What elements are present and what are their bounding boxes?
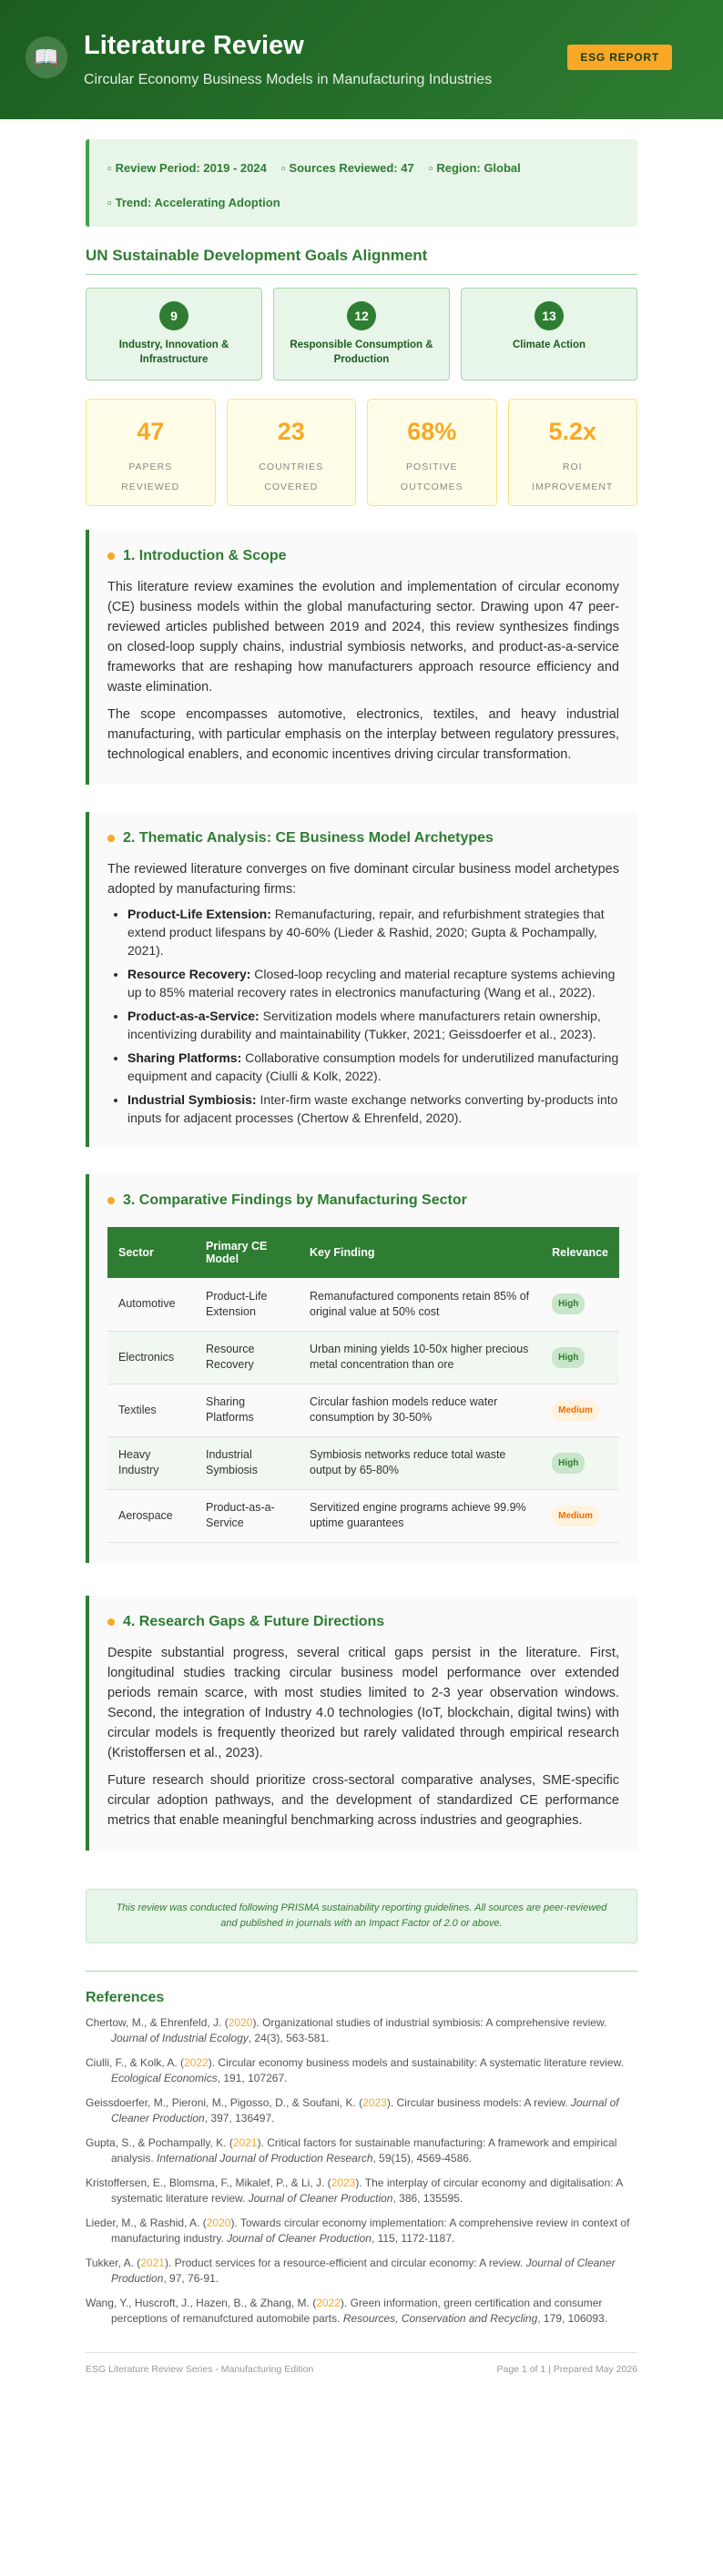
book-icon: 📖 <box>25 36 67 78</box>
column-header: Key Finding <box>310 1246 375 1259</box>
meta-review-period: ▫ Review Period: 2019 - 2024 <box>107 160 267 175</box>
reference-item: Lieder, M., & Rashid, A. (2020). Towards circular economy implementation: A comprehensive review in context of manufacturing industry. Journal of Cleaner Production, 115, 1172-1187. <box>86 2216 630 2245</box>
paragraph: Despite substantial progress, several critical gaps persist in the literature. First, longitudinal studies tracking circular business model performance over extended periods remain scarce, with most studies limited to 2-3 year observation windows. Second, the integration of Industry 4.0 technologies (IoT, blockchain, digital twins) with circular models is frequently theorized but rarely validated through empirical research (Kristoffersen et al., 2023). <box>107 1645 619 1760</box>
cell-finding: Servitized engine programs achieve 99.9% uptime guarantees <box>299 1489 541 1542</box>
cell-finding: Symbiosis networks reduce total waste output by 65-80% <box>299 1436 541 1489</box>
relevance-badge: High <box>552 1453 585 1474</box>
section-research-gaps <box>86 1596 637 1851</box>
bullet-dot-icon <box>107 553 115 560</box>
methodology-note: This review was conducted following PRISMA sustainability reporting guidelines. All sources are peer-reviewed and published in journals with an Impact Factor of 2.0 or above. <box>86 1889 637 1943</box>
section-heading: 2. Thematic Analysis: CE Business Model Archetypes <box>107 830 619 847</box>
sdg-cards <box>86 288 637 380</box>
relevance-badge: Medium <box>552 1506 599 1526</box>
archetype-list <box>107 905 619 1127</box>
cell-relevance <box>541 1489 619 1542</box>
references-title: References <box>86 1971 637 2006</box>
stat-card <box>367 399 497 506</box>
bullet-dot-icon <box>107 1618 115 1626</box>
reference-item: Gupta, S., & Pochampally, K. (2021). Critical factors for sustainable manufacturing: A framework and empirical analysis. International Journal of Production Research, 59(15), 4569-4586. <box>86 2135 617 2165</box>
stat-value: 68% <box>407 418 457 445</box>
section-heading: 3. Comparative Findings by Manufacturing Sector <box>107 1192 619 1209</box>
table-row <box>107 1278 619 1331</box>
globe-icon: ▫ <box>428 160 433 175</box>
report-header <box>0 0 723 119</box>
footer-series: ESG Literature Review Series - Manufacturing Edition <box>86 2363 314 2375</box>
reference-item: Chertow, M., & Ehrenfeld, J. (2020). Organizational studies of industrial symbiosis: A comprehensive review. Journal of Industrial Ecology, 24(3), 563-581. <box>86 2015 607 2044</box>
list-item: • Sharing Platforms: Collaborative consumption models for underutilized manufacturing equipment and capacity (Ciulli & Kolk, 2022). <box>127 1049 619 1085</box>
column-header: Sector <box>118 1246 154 1259</box>
bullet-dot-icon <box>107 1197 115 1204</box>
stats-row <box>86 399 637 506</box>
list-item: • Product-Life Extension: Remanufacturing, repair, and refurbishment strategies that extend product lifespans by 40-60% (Lieder & Rashid, 2020; Gupta & Pochampally, 2021). <box>127 905 619 959</box>
paragraph: This literature review examines the evolution and implementation of circular economy (CE) business models within the global manufacturing sector. Drawing upon 47 peer-reviewed articles published between 2019 and 2024, this review synthesizes findings on closed-loop supply chains, industrial symbiosis networks, and product-as-a-service frameworks that are reshaping how manufacturers approach resource efficiency and waste elimination. <box>107 580 619 695</box>
references-list <box>86 2015 637 2327</box>
cell-model: Product-Life Extension <box>195 1278 299 1331</box>
relevance-badge: High <box>552 1293 585 1314</box>
stat-label: COUNTRIES COVERED <box>259 461 324 492</box>
table-row <box>107 1489 619 1542</box>
footer-page-info: Page 1 of 1 | Prepared May 2026 <box>496 2363 637 2375</box>
findings-table <box>107 1227 619 1543</box>
sdg-card <box>86 288 262 380</box>
cell-relevance <box>541 1331 619 1384</box>
meta-sources: ▫ Sources Reviewed: 47 <box>280 160 414 175</box>
section-heading: 4. Research Gaps & Future Directions <box>107 1614 619 1630</box>
cell-relevance <box>541 1278 619 1331</box>
cell-model: Resource Recovery <box>195 1331 299 1384</box>
sdg-label: Industry, Innovation & Infrastructure <box>118 340 229 365</box>
stat-label: POSITIVE OUTCOMES <box>400 461 463 492</box>
list-item: • Product-as-a-Service: Servitization models where manufacturers retain ownership, incentivizing durability and maintainability (Tukker, 2021; Geissdoerfer et al., 2023). <box>127 1007 619 1043</box>
stat-value: 23 <box>277 418 305 445</box>
paragraph: The scope encompasses automotive, electronics, textiles, and heavy industrial manufacturing, with particular emphasis on the interplay between regulatory pressures, technological enablers, and economic incentives driving circular transformation. <box>107 707 619 762</box>
stat-value: 47 <box>137 418 165 445</box>
sdg-number: 12 <box>347 301 376 330</box>
stat-card <box>86 399 216 506</box>
meta-region: ▫ Region: Global <box>428 160 521 175</box>
column-header: Relevance <box>552 1246 608 1259</box>
review-meta-box <box>86 139 637 227</box>
section-thematic-analysis <box>86 812 637 1147</box>
section-introduction <box>86 530 637 785</box>
section-comparative-findings <box>86 1174 637 1563</box>
cell-finding: Circular fashion models reduce water consumption by 30-50% <box>299 1384 541 1436</box>
sdg-label: Climate Action <box>512 340 586 350</box>
sdg-section-title: UN Sustainable Development Goals Alignment <box>86 247 637 275</box>
cell-model: Industrial Symbiosis <box>195 1436 299 1489</box>
stat-label: PAPERS REVIEWED <box>121 461 180 492</box>
section-heading: 1. Introduction & Scope <box>107 548 619 564</box>
column-header: Primary CE Model <box>206 1240 268 1265</box>
esg-report-badge: ESG REPORT <box>567 45 672 70</box>
relevance-badge: High <box>552 1347 585 1368</box>
stat-label: ROI IMPROVEMENT <box>532 461 614 492</box>
stat-card <box>508 399 638 506</box>
cell-finding: Remanufactured components retain 85% of original value at 50% cost <box>299 1278 541 1331</box>
table-row <box>107 1384 619 1436</box>
cell-relevance <box>541 1436 619 1489</box>
report-title: Literature Review <box>84 31 304 60</box>
sdg-card <box>273 288 450 380</box>
reference-item: Wang, Y., Huscroft, J., Hazen, B., & Zhang, M. (2022). Green information, green certification and consumer perceptions of remanufctured automobile parts. Resources, Conservation and Recycling, 179, 106093. <box>86 2296 607 2325</box>
paragraph: Future research should prioritize cross-sectoral comparative analyses, SME-specific circular adoption pathways, and the development of standardized CE performance metrics that enable meaningful benchmarking across industries and geographies. <box>107 1772 619 1828</box>
cell-finding: Urban mining yields 10-50x higher precious metal concentration than ore <box>299 1331 541 1384</box>
sdg-number: 13 <box>535 301 564 330</box>
relevance-badge: Medium <box>552 1400 599 1421</box>
cell-model: Product-as-a-Service <box>195 1489 299 1542</box>
cell-relevance <box>541 1384 619 1436</box>
sdg-label: Responsible Consumption & Production <box>290 340 433 365</box>
cell-sector: Electronics <box>107 1331 195 1384</box>
trend-icon: ▫ <box>107 195 112 209</box>
reference-item: Kristoffersen, E., Blomsma, F., Mikalef, P., & Li, J. (2023). The interplay of circular economy and digitalisation: A systematic literature review. Journal of Cleaner Production, 386, 135595. <box>86 2175 623 2205</box>
reference-item: Ciulli, F., & Kolk, A. (2022). Circular economy business models and sustainability: A systematic literature review. Ecological Economics, 191, 107267. <box>86 2055 624 2084</box>
cell-sector: Heavy Industry <box>107 1436 195 1489</box>
cell-model: Sharing Platforms <box>195 1384 299 1436</box>
report-subtitle: Circular Economy Business Models in Manufacturing Industries <box>84 72 493 87</box>
cell-sector: Textiles <box>107 1384 195 1436</box>
calendar-icon: ▫ <box>107 160 112 175</box>
sdg-card <box>461 288 637 380</box>
reference-item: Geissdoerfer, M., Pieroni, M., Pigosso, D., & Soufani, K. (2023). Circular business models: A review. Journal of Cleaner Production, 397, 136497. <box>86 2095 619 2125</box>
cell-sector: Aerospace <box>107 1489 195 1542</box>
list-item: • Industrial Symbiosis: Inter-firm waste exchange networks converting by-products into inputs for adjacent processes (Chertow & Ehrenfeld, 2020). <box>127 1090 619 1127</box>
sdg-number: 9 <box>159 301 188 330</box>
cell-sector: Automotive <box>107 1278 195 1331</box>
page-footer <box>86 2352 637 2388</box>
reference-item: Tukker, A. (2021). Product services for a resource-efficient and circular economy: A review. Journal of Cleaner Production, 97, 76-91. <box>86 2256 616 2285</box>
bullet-dot-icon <box>107 835 115 842</box>
table-row <box>107 1331 619 1384</box>
paragraph: The reviewed literature converges on five dominant circular business model archetypes adopted by manufacturing firms: <box>107 862 619 897</box>
list-item: • Resource Recovery: Closed-loop recycling and material recapture systems achieving up to 85% material recovery rates in electronics manufacturing (Wang et al., 2022). <box>127 965 619 1001</box>
meta-trend: ▫ Trend: Accelerating Adoption <box>107 195 280 209</box>
stat-value: 5.2x <box>548 418 597 445</box>
table-header-row <box>107 1227 619 1278</box>
document-icon: ▫ <box>280 160 286 175</box>
table-row <box>107 1436 619 1489</box>
stat-card <box>227 399 357 506</box>
